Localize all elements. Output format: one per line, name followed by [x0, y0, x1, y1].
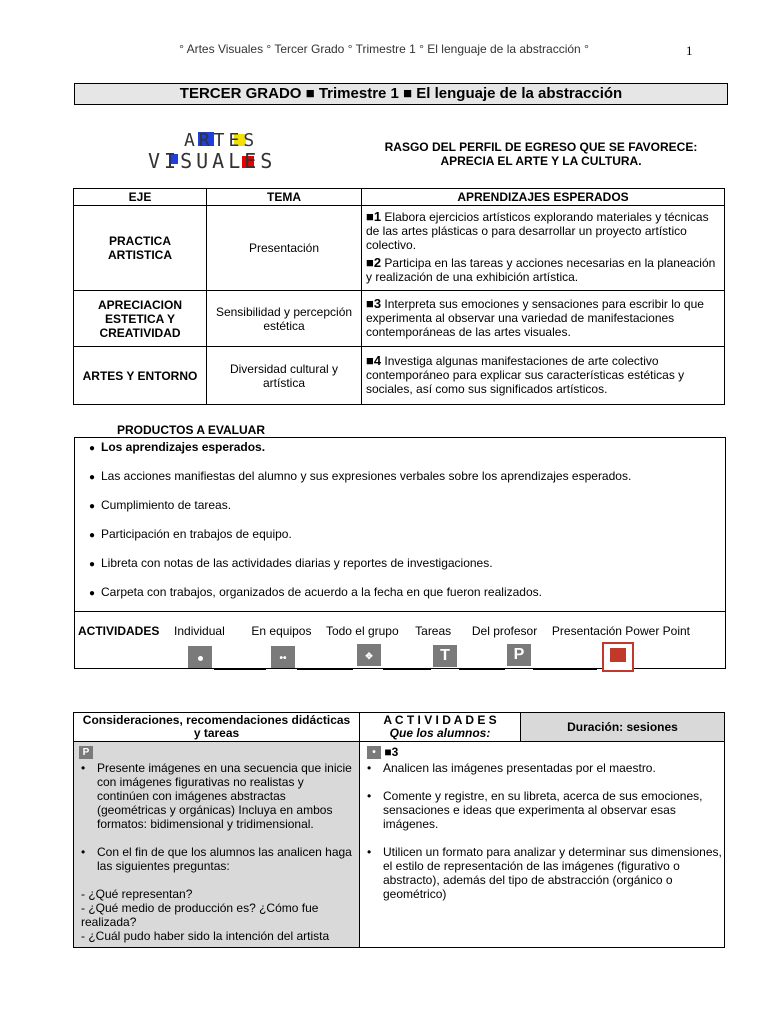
table-row — [74, 206, 725, 291]
list-item-text: Cumplimiento de tareas. — [101, 498, 232, 512]
aprendizajes-cell — [362, 347, 725, 405]
running-header: ° Artes Visuales ° Tercer Grado ° Trimestre 1 ° El lenguaje de la abstracción ° — [179, 42, 589, 56]
underline — [214, 669, 266, 670]
list-item-text: Las acciones manifiestas del alumno y sus expresiones verbales sobre los aprendizajes esperados. — [101, 469, 632, 483]
rasgo-perfil — [360, 140, 722, 168]
actividades-label: ACTIVIDADES — [78, 624, 160, 638]
header-consideraciones: Consideraciones, recomendaciones didácticas y tareas — [74, 713, 360, 742]
list-item-text: Carpeta con trabajos, organizados de acuerdo a la fecha en que fueron realizados. — [101, 585, 542, 599]
activities-table — [73, 712, 725, 948]
item-number: ■3 — [366, 295, 382, 311]
item-text: Participa en las tareas y acciones necesarias en la planeación y realización de una exhibición artística. — [366, 256, 716, 284]
list-item: • Utilicen un formato para analizar y determinar sus dimensiones, el estilo de representación de las imágenes (figurativo o abstracto), además del tipo de abstracción (orgánico o geométrico) — [367, 845, 723, 901]
table-row — [74, 291, 725, 347]
activity-type: Presentación Power Point — [551, 624, 690, 638]
individual-icon — [188, 646, 212, 668]
artes-visuales-logo — [146, 128, 290, 172]
underline — [383, 669, 431, 670]
individual-icon: • — [367, 746, 381, 759]
eje-cell: PRACTICA ARTISTICA — [74, 206, 207, 291]
underline — [459, 669, 505, 670]
actividades-title: A C T I V I D A D E S — [383, 713, 497, 727]
group-icon: ✥ — [357, 644, 381, 666]
learning-ref: ■3 — [384, 745, 399, 759]
table-header-row — [74, 189, 725, 206]
item-number: ■1 — [366, 209, 382, 224]
question-item: - ¿Qué representan? — [81, 887, 193, 902]
header-duracion: Duración: sesiones — [521, 713, 725, 742]
header-tema: TEMA — [207, 189, 362, 206]
activity-type: Del profesor — [471, 624, 538, 638]
powerpoint-icon — [602, 642, 634, 672]
list-item: ● Carpeta con trabajos, organizados de acuerdo a la fecha en que fueron realizados. — [89, 585, 542, 599]
header-actividades — [360, 713, 521, 742]
list-item: ● Participación en trabajos de equipo. — [89, 527, 292, 541]
aprendizajes-cell — [362, 206, 725, 291]
teacher-icon: P — [79, 746, 93, 759]
activity-type: En equipos — [251, 624, 312, 638]
list-item: ● Libreta con notas de las actividades diarias y reportes de investigaciones. — [89, 556, 493, 570]
tema-cell: Sensibilidad y percepción estética — [207, 291, 362, 347]
productos-list — [89, 440, 631, 614]
page-number: 1 — [686, 43, 693, 58]
list-item: • Con el fin de que los alumnos las analicen haga las siguientes preguntas: — [81, 845, 358, 873]
teams-icon: •• — [271, 646, 295, 668]
logo-line2: VISUALES — [148, 149, 277, 172]
productos-label: PRODUCTOS A EVALUAR — [117, 423, 266, 437]
logo-line1: ARTES — [184, 130, 259, 151]
item-number: ■4 — [366, 352, 382, 368]
question-item: - ¿Cuál pudo haber sido la intención del artista — [81, 929, 330, 944]
eje-cell: APRECIACION ESTETICA Y CREATIVIDAD — [74, 291, 207, 347]
activity-type: Todo el grupo — [325, 624, 399, 638]
header-eje: EJE — [74, 189, 207, 206]
rasgo-line2: APRECIA EL ARTE Y LA CULTURA. — [440, 154, 642, 168]
activity-type: Individual — [174, 624, 225, 638]
item-text: Elabora ejercicios artísticos explorando materiales y técnicas de las artes plásticas o para desarrollar un proyecto artístico colectivo. — [366, 210, 709, 252]
productos-box — [74, 437, 726, 669]
divider — [75, 611, 725, 612]
teacher-icon: P — [507, 644, 531, 666]
eje-cell: ARTES Y ENTORNO — [74, 347, 207, 405]
learning-table — [73, 188, 725, 405]
table-row — [74, 742, 725, 948]
homework-icon: T — [433, 645, 457, 667]
tema-cell: Diversidad cultural y artística — [207, 347, 362, 405]
aprendizajes-cell — [362, 291, 725, 347]
header-aprendizajes: APRENDIZAJES ESPERADOS — [362, 189, 725, 206]
list-item: ● Los aprendizajes esperados. — [89, 440, 266, 454]
list-item: • Analicen las imágenes presentadas por el maestro. — [367, 761, 723, 775]
tema-cell: Presentación — [207, 206, 362, 291]
list-item-text: Los aprendizajes esperados. — [101, 440, 266, 454]
item-number: ■2 — [366, 255, 382, 270]
activity-type: Tareas — [415, 624, 452, 638]
list-item: ● Las acciones manifiestas del alumno y sus expresiones verbales sobre los aprendizajes esperados. — [89, 469, 632, 483]
list-item-text: Libreta con notas de las actividades diarias y reportes de investigaciones. — [101, 556, 493, 570]
actividades-cell — [360, 742, 725, 948]
table-header-row — [74, 713, 725, 742]
rasgo-line1: RASGO DEL PERFIL DE EGRESO QUE SE FAVORECE: — [384, 140, 698, 154]
underline — [533, 669, 597, 670]
question-item: - ¿Qué medio de producción es? ¿Cómo fue realizada? — [81, 901, 319, 930]
underline — [297, 669, 353, 670]
item-text: Investiga algunas manifestaciones de arte colectivo contemporáneo para explicar sus características estéticas y sociales, así como sus significados artísticos. — [366, 353, 685, 396]
list-item: • Presente imágenes en una secuencia que inicie con imágenes figurativas no realistas y continúen con imágenes abstractas (geométricas y orgánicas) Incluya en ambos formatos: bidimensional y tridimensional. — [81, 761, 358, 831]
actividades-subtitle: Que los alumnos: — [389, 726, 491, 740]
item-text: Interpreta sus emociones y sensaciones para escribir lo que experimenta al observar una variedad de manifestaciones contemporáneas de las artes visuales. — [366, 296, 704, 339]
list-item: ● Cumplimiento de tareas. — [89, 498, 232, 512]
list-item: • Comente y registre, en su libreta, acerca de sus emociones, sensaciones e ideas que experimenta al observar esas imágenes. — [367, 789, 723, 831]
page-title: TERCER GRADO ■ Trimestre 1 ■ El lenguaje de la abstracción — [74, 83, 728, 105]
consideraciones-cell — [74, 742, 360, 948]
table-row — [74, 347, 725, 405]
list-item-text: Participación en trabajos de equipo. — [101, 527, 292, 541]
actividades-row — [78, 624, 690, 638]
